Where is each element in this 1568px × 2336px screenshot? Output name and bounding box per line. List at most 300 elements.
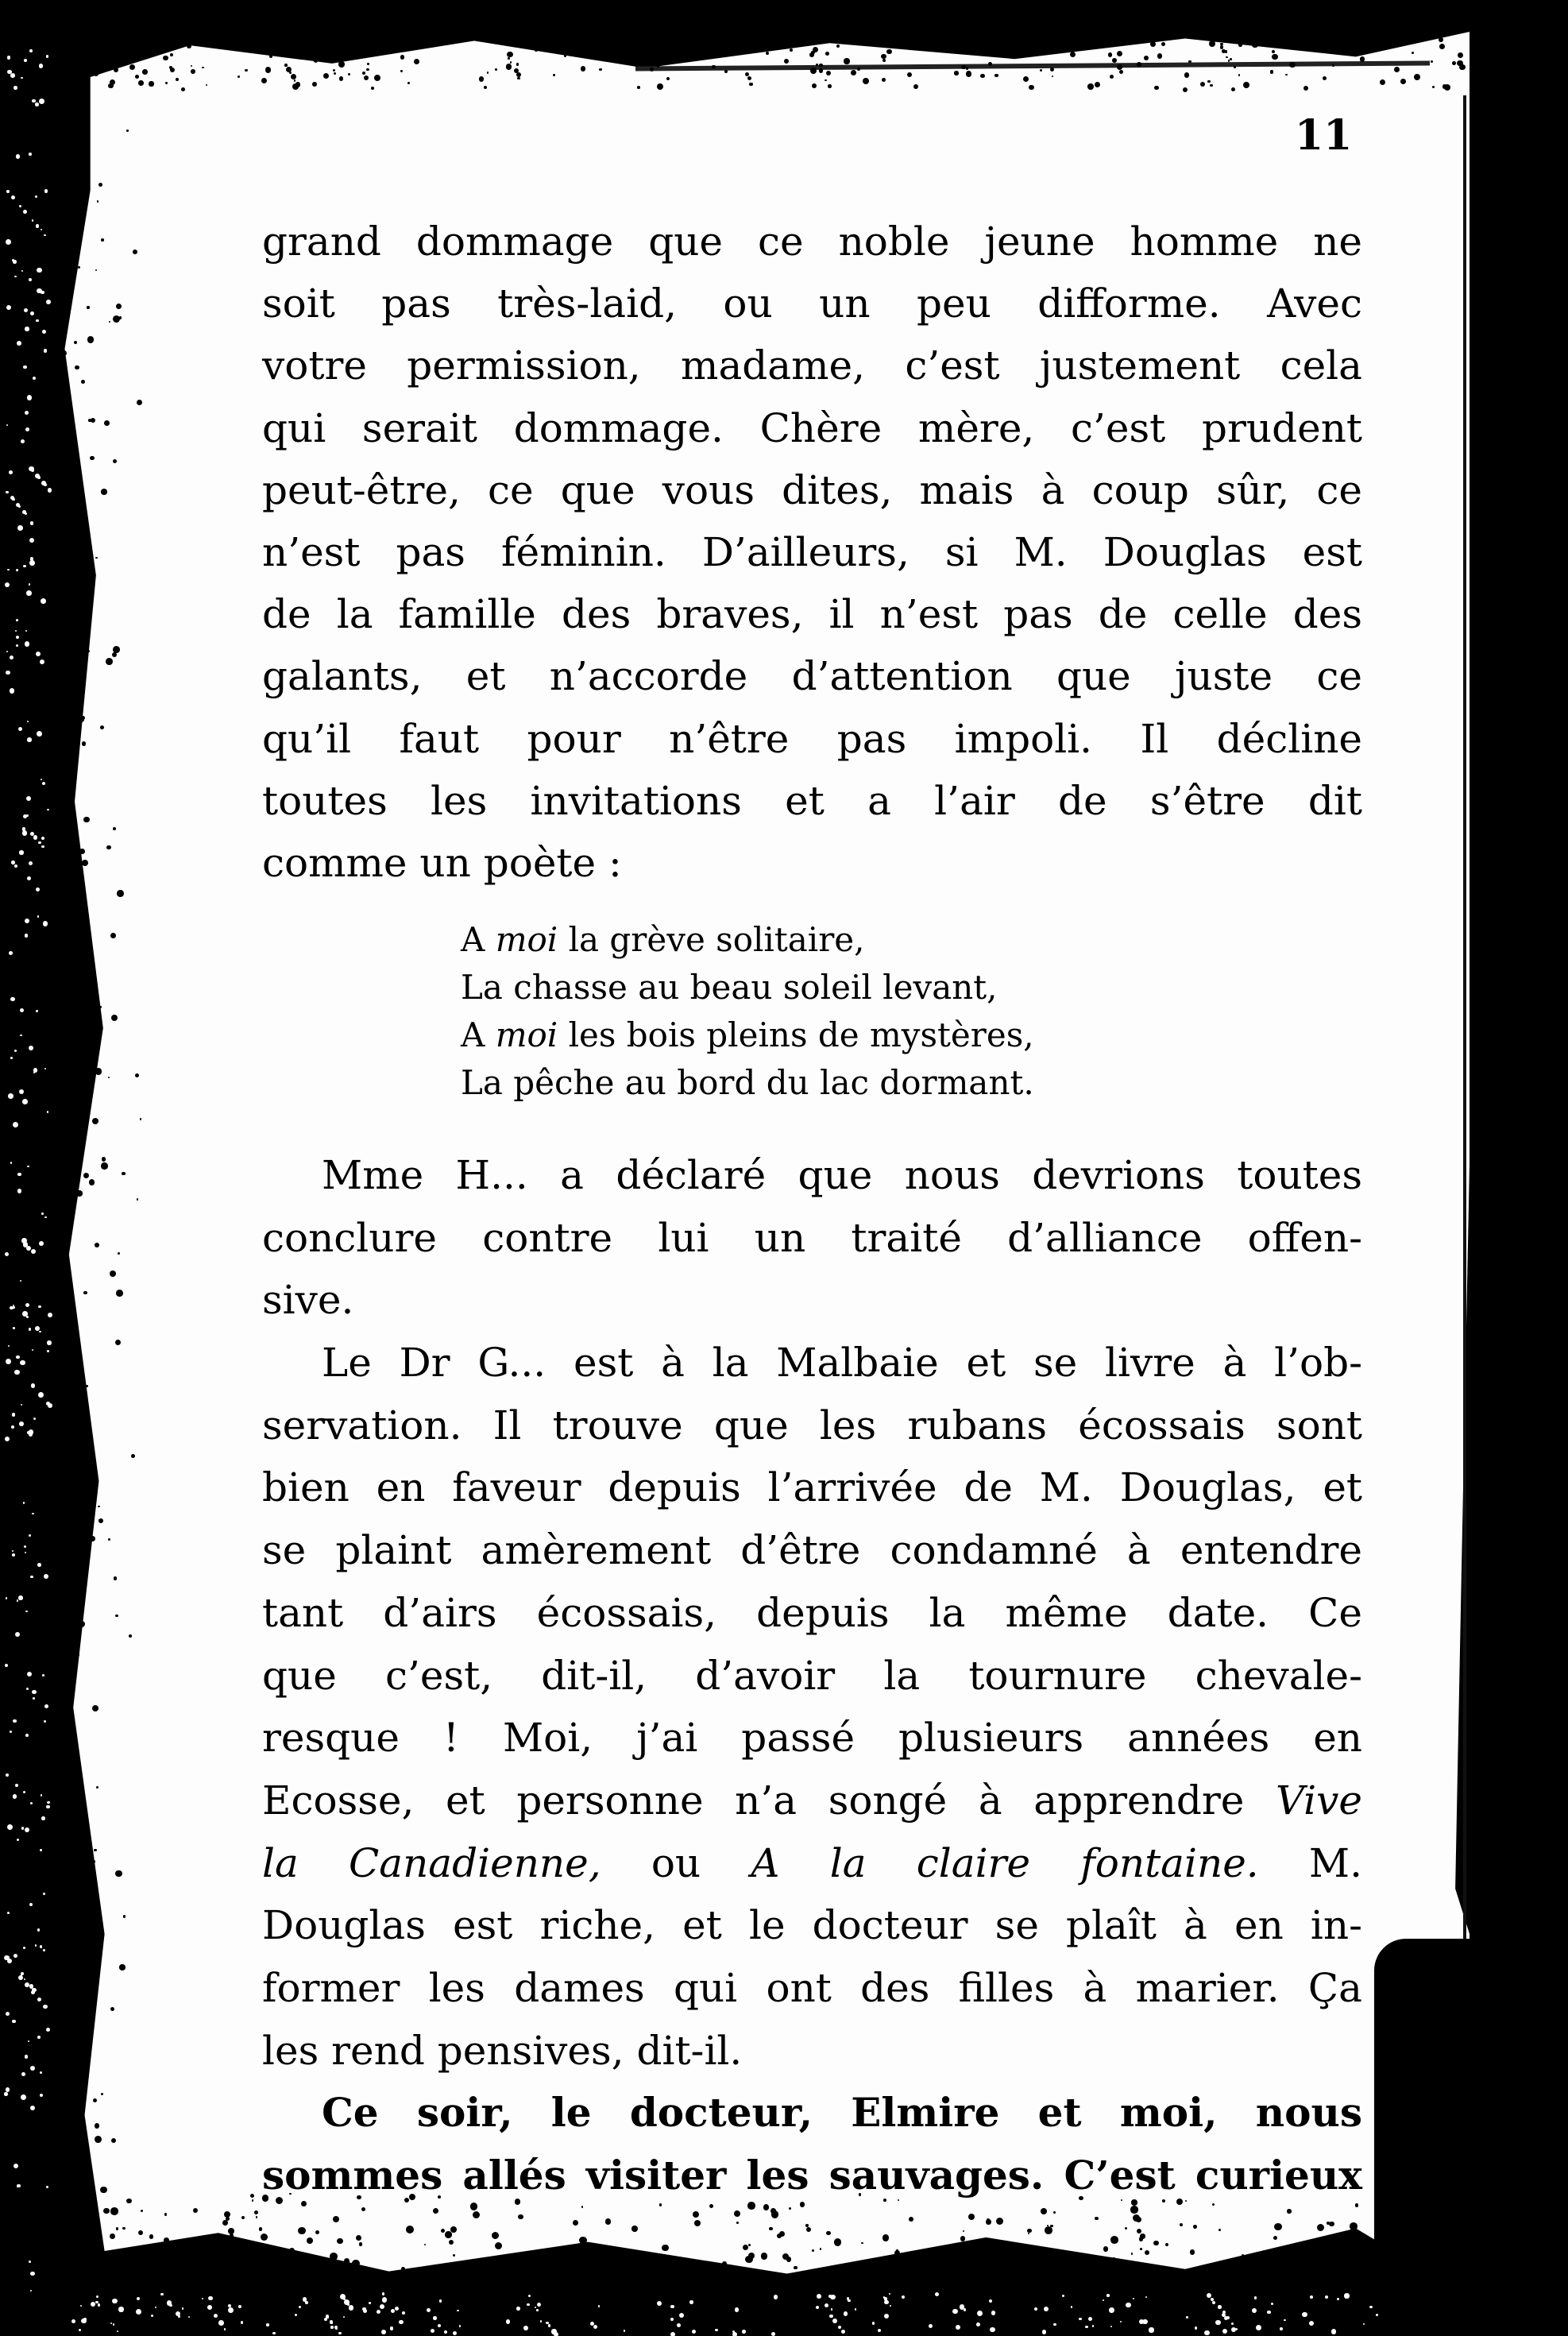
noise-speck [670,2305,674,2308]
noise-speck [63,2287,66,2290]
noise-speck [16,644,18,647]
noise-speck [66,221,71,226]
noise-speck [1057,2250,1060,2253]
noise-speck [41,823,47,830]
noise-speck [728,2307,730,2310]
noise-speck [1010,2284,1014,2288]
noise-speck [41,229,42,230]
noise-speck [540,2320,543,2322]
noise-speck [417,2307,423,2313]
noise-speck [1153,2241,1159,2246]
noise-speck [57,1920,64,1927]
noise-speck [465,2299,468,2303]
noise-speck [44,1450,46,1452]
noise-speck [95,55,96,56]
noise-speck [304,42,309,47]
noise-speck [75,890,77,892]
noise-speck [59,1570,64,1576]
noise-speck [74,1402,79,1407]
noise-speck [64,1182,68,1185]
noise-speck [1110,75,1114,79]
noise-speck [1122,2288,1128,2295]
noise-speck [728,2295,736,2303]
noise-speck [1344,2293,1349,2298]
noise-speck [37,1998,41,2001]
noise-speck [98,1518,103,1523]
noise-speck [367,63,369,64]
noise-speck [68,2252,70,2253]
noise-speck [21,439,25,443]
noise-speck [136,2303,141,2308]
noise-speck [193,2208,198,2213]
noise-speck [43,1798,47,1802]
noise-speck [1144,56,1149,60]
noise-speck [980,74,985,79]
noise-speck [42,786,46,790]
noise-speck [49,2234,52,2236]
noise-speck [1377,2305,1379,2307]
noise-speck [573,33,576,37]
noise-speck [47,1111,48,1112]
noise-speck [466,2308,469,2311]
noise-speck [1071,2306,1073,2308]
noise-speck [185,2280,187,2283]
noise-speck [51,1186,57,1193]
noise-speck [45,76,50,81]
noise-speck [82,2209,86,2213]
noise-speck [1397,2210,1402,2215]
noise-speck [233,2245,238,2251]
noise-speck [482,2295,485,2298]
noise-speck [48,539,51,542]
noise-speck [29,49,33,52]
noise-speck [42,205,44,207]
noise-speck [954,71,958,75]
noise-speck [298,2227,305,2234]
noise-speck [1130,2206,1137,2213]
noise-speck [1270,70,1273,73]
noise-speck [1361,2245,1365,2249]
noise-speck [822,2294,828,2299]
noise-speck [41,377,45,381]
noise-speck [85,2215,89,2219]
noise-speck [7,569,9,570]
noise-speck [14,1050,17,1052]
noise-speck [19,1089,24,1094]
noise-speck [1342,2272,1347,2276]
noise-speck [723,48,727,52]
text-line: votre permission, madame, c’est justement cela [262,342,1362,389]
noise-speck [119,1964,125,1970]
noise-speck [55,1900,59,1904]
noise-speck [10,1162,13,1164]
noise-speck [59,462,61,465]
noise-speck [579,2237,587,2245]
noise-speck [52,1446,55,1448]
noise-speck [43,595,45,598]
noise-speck [343,2316,345,2318]
noise-speck [95,1243,99,1247]
noise-speck [29,583,30,585]
noise-speck [44,994,48,998]
noise-speck [576,38,579,41]
noise-speck [1207,2276,1209,2278]
noise-speck [138,80,144,86]
noise-speck [55,979,57,981]
noise-speck [1238,43,1242,47]
noise-speck [46,771,48,772]
noise-speck [35,1944,37,1946]
noise-speck [39,64,43,68]
noise-speck [237,2262,242,2268]
noise-speck [44,1720,46,1723]
noise-speck [464,2277,469,2282]
noise-speck [41,335,47,342]
noise-speck [28,2040,29,2042]
noise-speck [1133,2298,1134,2299]
noise-speck [811,51,814,54]
noise-speck [1224,2316,1228,2320]
noise-speck [76,1190,82,1196]
noise-speck [30,2290,32,2292]
noise-speck [495,2242,502,2249]
noise-speck [15,1632,20,1637]
noise-speck [952,2309,958,2315]
noise-speck [56,2203,60,2206]
noise-speck [163,56,168,61]
noise-speck [353,56,357,60]
noise-speck [33,835,37,839]
noise-speck [528,37,534,43]
noise-speck [298,32,299,33]
noise-speck [25,1552,26,1553]
noise-speck [427,2308,431,2312]
noise-speck [47,238,48,239]
noise-speck [1087,83,1094,90]
text-line: de la famille des braves, il n’est pas de celle des [262,591,1362,638]
noise-speck [75,2213,79,2217]
noise-speck [60,1817,67,1824]
noise-speck [1047,2249,1052,2254]
noise-speck [48,1032,52,1037]
noise-speck [48,2241,49,2243]
noise-speck [41,1816,44,1820]
noise-speck [11,861,14,864]
noise-speck [1184,72,1190,78]
noise-speck [29,560,35,566]
noise-speck [395,2307,399,2311]
noise-speck [1137,2229,1141,2234]
noise-speck [20,1360,25,1365]
noise-speck [1363,2273,1369,2280]
noise-speck [60,2094,66,2100]
noise-speck [11,1425,14,1429]
noise-speck [52,734,53,736]
noise-speck [1088,2317,1092,2321]
noise-speck [516,2285,520,2289]
noise-speck [41,1332,45,1336]
noise-speck [32,1349,33,1351]
noise-speck [732,44,735,47]
noise-speck [80,2305,82,2307]
noise-speck [1280,2303,1285,2307]
noise-speck [884,2314,890,2319]
noise-speck [851,70,856,75]
noise-speck [1439,37,1443,42]
noise-speck [41,701,43,702]
noise-speck [990,2327,994,2332]
noise-speck [1235,2272,1242,2278]
noise-speck [44,234,45,236]
corner-damage [1374,1939,1568,2336]
noise-speck [1272,54,1277,60]
noise-speck [103,2208,109,2214]
noise-speck [65,460,71,466]
noise-speck [1248,34,1254,41]
noise-speck [101,489,106,494]
noise-speck [26,1246,32,1251]
noise-speck [668,2266,670,2268]
noise-speck [433,2208,438,2214]
noise-speck [16,1356,20,1359]
noise-speck [1052,75,1053,77]
noise-speck [82,1029,86,1033]
text-line: qui serait dommage. Chère mère, c’est prudent [262,404,1362,451]
noise-speck [151,2315,153,2317]
noise-speck [643,60,647,64]
noise-speck [114,68,118,72]
noise-speck [1188,60,1191,63]
noise-speck [61,1143,68,1150]
noise-speck [450,2226,457,2233]
noise-speck [38,1305,41,1309]
noise-speck [825,52,829,56]
noise-speck [59,986,60,988]
noise-speck [30,2106,36,2111]
noise-speck [323,73,329,79]
noise-speck [87,650,89,652]
noise-speck [44,1904,47,1907]
noise-speck [55,1469,60,1474]
noise-speck [62,1430,68,1437]
noise-speck [1337,2300,1342,2306]
noise-speck [48,933,50,934]
noise-speck [693,2211,699,2218]
noise-speck [33,1697,35,1700]
noise-speck [961,65,966,70]
noise-speck [519,32,524,37]
noise-speck [438,2324,441,2327]
noise-speck [43,1811,48,1816]
noise-speck [46,55,48,57]
noise-speck [29,1046,33,1050]
noise-speck [213,2284,216,2288]
noise-speck [55,1343,61,1349]
noise-speck [67,34,71,39]
noise-speck [48,177,52,180]
noise-speck [41,48,42,50]
noise-speck [18,727,23,732]
noise-speck [37,1563,41,1567]
noise-speck [761,2253,767,2259]
noise-speck [44,189,48,193]
noise-speck [80,2236,88,2244]
noise-speck [182,2307,184,2310]
noise-speck [50,72,53,75]
noise-speck [1130,32,1136,37]
noise-speck [71,2019,74,2021]
noise-speck [41,837,44,840]
noise-speck [41,1212,44,1215]
noise-speck [16,569,18,571]
noise-speck [794,2266,798,2270]
noise-speck [1332,64,1334,67]
noise-speck [431,2329,434,2333]
noise-speck [96,2295,98,2298]
text-line: Le Dr G... est à la Malbaie et se livre à l’ob- [322,1340,1362,1387]
noise-speck [230,2234,234,2237]
noise-speck [870,34,875,40]
noise-speck [834,40,836,41]
noise-speck [1235,2328,1238,2330]
noise-speck [108,1538,110,1541]
noise-speck [441,2229,445,2233]
noise-speck [87,1928,93,1934]
noise-speck [400,55,405,60]
noise-speck [10,73,15,78]
noise-speck [104,420,110,426]
noise-speck [98,2303,101,2307]
noise-speck [46,816,50,820]
noise-speck [608,2307,614,2314]
noise-speck [624,2330,626,2332]
noise-speck [47,493,52,498]
noise-speck [1017,2310,1019,2312]
noise-speck [1196,2284,1199,2286]
noise-speck [26,1316,29,1318]
noise-speck [902,2295,905,2299]
noise-speck [443,2289,447,2293]
noise-speck [516,72,521,77]
noise-speck [75,2014,81,2021]
noise-speck [41,638,44,642]
page-number: 11 [1295,111,1353,160]
noise-speck [89,44,91,46]
noise-speck [67,2056,72,2061]
noise-speck [132,2257,137,2263]
noise-speck [62,1533,68,1539]
noise-speck [40,935,44,939]
noise-speck [76,1053,83,1060]
noise-speck [1139,2319,1144,2324]
noise-speck [407,82,410,84]
noise-speck [806,2227,811,2232]
noise-speck [516,2307,519,2310]
noise-speck [333,69,335,72]
noise-speck [69,56,73,60]
noise-speck [62,1113,69,1120]
noise-speck [187,43,192,48]
noise-speck [125,2299,130,2304]
noise-speck [1120,2321,1122,2323]
noise-speck [226,2217,230,2221]
noise-speck [924,2262,930,2268]
noise-speck [155,2307,156,2308]
noise-speck [338,2332,342,2335]
noise-speck [6,1359,11,1364]
noise-speck [53,1723,55,1725]
noise-speck [9,951,13,955]
noise-speck [51,1134,56,1139]
noise-speck [518,2214,523,2220]
noise-speck [40,2235,46,2241]
noise-speck [949,2257,957,2264]
noise-speck [6,305,11,310]
noise-speck [95,1068,102,1074]
noise-speck [1112,58,1117,63]
noise-speck [30,1576,33,1578]
noise-speck [1302,2312,1307,2318]
noise-speck [1365,2307,1367,2309]
noise-speck [201,2278,209,2286]
noise-speck [1157,53,1162,58]
noise-speck [1248,2281,1252,2285]
noise-speck [334,72,336,75]
noise-speck [31,469,35,473]
noise-speck [247,2302,249,2304]
noise-speck [39,99,44,104]
noise-speck [359,2242,362,2245]
noise-speck [38,289,41,292]
noise-speck [107,41,110,44]
noise-speck [149,2234,154,2239]
noise-speck [1108,52,1113,57]
noise-speck [1210,84,1213,87]
noise-speck [1261,2254,1266,2259]
noise-speck [996,2218,1003,2225]
noise-speck [47,984,52,989]
noise-speck [15,630,17,632]
noise-speck [316,2295,322,2301]
noise-speck [41,698,44,700]
noise-speck [1218,2229,1221,2231]
noise-speck [1360,56,1365,62]
noise-speck [36,224,39,227]
noise-speck [203,2290,208,2295]
noise-speck [1452,61,1456,65]
noise-speck [74,46,79,51]
noise-speck [15,1784,18,1787]
noise-speck [1161,42,1165,46]
noise-speck [43,1979,49,1986]
text-line: soit pas très-laid, ou un peu difforme. Avec [262,280,1362,327]
noise-speck [47,1918,51,1922]
noise-speck [37,1928,41,1932]
noise-speck [774,2295,778,2299]
noise-speck [126,60,130,64]
noise-speck [724,70,728,73]
noise-speck [110,2322,112,2324]
noise-speck [46,2091,50,2095]
noise-speck [735,2307,740,2312]
noise-speck [40,2154,43,2157]
noise-speck [21,2094,26,2100]
noise-speck [116,2276,122,2281]
noise-speck [27,1166,29,1167]
noise-speck [506,64,512,69]
noise-speck [46,1862,53,1870]
noise-speck [188,2316,190,2318]
